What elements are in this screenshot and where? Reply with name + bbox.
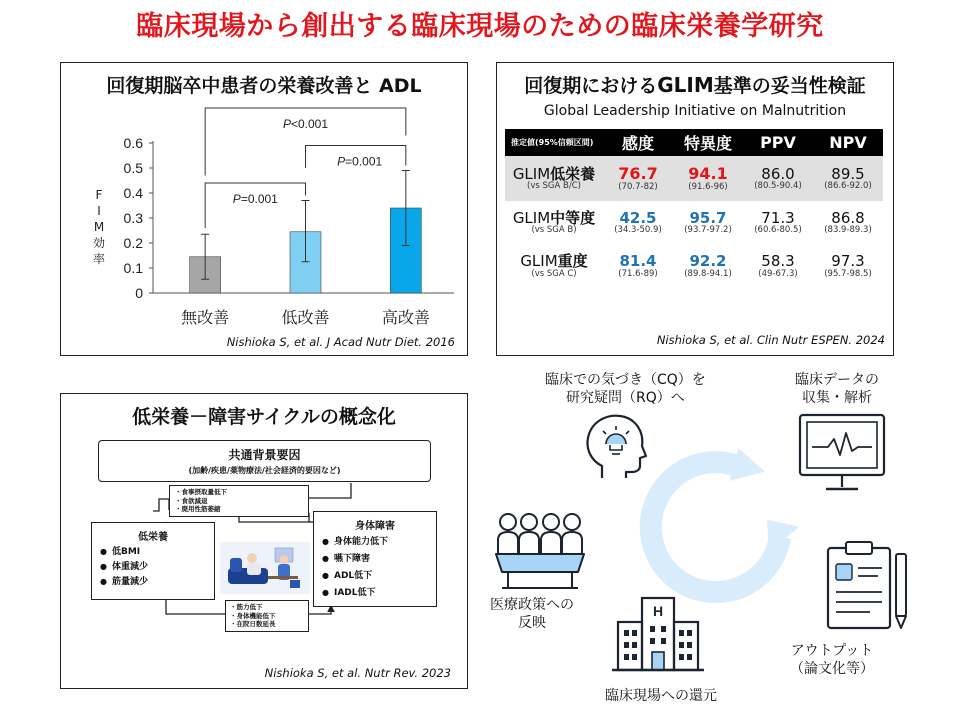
glim-title-prefix: 回復期における: [524, 75, 658, 97]
row-label: GLIM低栄養 (vs SGA B/C): [505, 156, 603, 201]
table-cell: 86.8 (83.9-89.3): [824, 208, 872, 236]
glim-table-header: [505, 129, 883, 156]
disability-item: ● 身体能力低下: [322, 538, 428, 547]
glim-title-suffix: 基準の妥当性検証: [713, 75, 866, 97]
y-tick-label: 0.2: [123, 235, 143, 251]
physical-disability-box: [313, 511, 437, 607]
table-cell: 81.4 (71.6-89): [618, 252, 658, 279]
header-specificity: 特異度: [673, 129, 743, 156]
disability-item: ● IADL低下: [322, 589, 428, 598]
malnutrition-item: ● 体重減少: [100, 563, 206, 572]
y-tick-label: 0.3: [123, 210, 143, 226]
y-axis-label-char: F: [95, 188, 103, 202]
monitor-ecg-icon: [796, 411, 888, 495]
label-clinical-feedback: 臨床現場への還元: [605, 688, 717, 704]
intake-item: ・ 廃用性筋萎縮: [175, 505, 303, 514]
glim-citation: Nishioka S, et al. Clin Nutr ESPEN. 2024: [656, 333, 885, 347]
glim-subtitle: Global Leadership Initiative on Malnutrition: [543, 103, 847, 119]
caregiver-illustration: [220, 542, 310, 594]
table-row: [505, 201, 883, 244]
fim-efficiency-bar-chart: [61, 101, 466, 351]
clipboard-pen-icon: [820, 540, 912, 636]
malnutrition-panel-title: 低栄養－障害サイクルの概念化: [132, 406, 396, 428]
header-npv: NPV: [813, 129, 883, 156]
table-cell: 76.7 (70.7-82): [603, 156, 673, 201]
disability-item: ● ADL低下: [322, 572, 428, 581]
label-policy: 医療政策への 反映: [490, 597, 574, 631]
y-tick-label: 0: [135, 285, 143, 301]
table-cell: 94.1 (91.6-96): [673, 156, 743, 201]
y-axis-label-char: M: [93, 220, 105, 234]
y-tick-label: 0.5: [123, 160, 143, 176]
label-data-analysis: 臨床データの 収集・解析: [795, 372, 879, 406]
row-label: GLIM中等度 (vs SGA B): [512, 208, 596, 236]
significance-label: P<0.001: [282, 117, 329, 131]
cycle-arrow-icon: [630, 445, 800, 615]
label-clinical-question: 臨床での気づき（CQ）を 研究疑問（RQ）へ: [545, 372, 706, 406]
head-idea-icon: [582, 412, 648, 484]
label-output: アウトプット （論文化等）: [790, 643, 874, 677]
y-axis-label-char: I: [97, 204, 101, 218]
x-category-label: 低改善: [281, 308, 330, 327]
disability-item: ● 嚥下障害: [322, 555, 428, 564]
intake-item: ・ 食欲減退: [175, 497, 303, 506]
table-cell: 86.0 (80.5-90.4): [743, 156, 813, 201]
malnutrition-item: ● 低BMI: [100, 548, 206, 557]
y-axis-label-char: 率: [92, 252, 106, 266]
table-cell: 97.3 (95.7-98.5): [824, 252, 872, 279]
significance-label: P=0.001: [232, 192, 278, 206]
audience-icon: [494, 510, 586, 594]
table-row: [505, 245, 883, 288]
nutrition-adl-chart-panel: [60, 62, 468, 356]
decline-item: ・ 筋力低下: [230, 603, 304, 612]
hospital-icon: [612, 592, 704, 674]
header-ppv: PPV: [743, 129, 813, 156]
significance-label: P=0.001: [337, 154, 383, 169]
y-tick-label: 0.1: [123, 260, 143, 276]
chart-citation: Nishioka S, et al. J Acad Nutr Diet. 2016: [226, 335, 455, 349]
malnutrition-box: [91, 522, 215, 600]
intake-item: ・ 食事摂取量低下: [175, 488, 303, 497]
disability-box-title: 身体障害: [355, 521, 395, 532]
x-category-label: 高改善: [381, 308, 430, 327]
y-tick-label: 0.6: [123, 135, 143, 151]
common-factors-sub: (加齢/疾患/薬物療法/社会経済的要因など): [188, 466, 341, 475]
svg-text:H: H: [652, 603, 664, 619]
x-category-label: 無改善: [181, 308, 230, 327]
row-label: GLIM重度 (vs SGA C): [520, 252, 588, 279]
glim-table: [505, 129, 883, 288]
malnutrition-citation: Nishioka S, et al. Nutr Rev. 2023: [264, 666, 451, 680]
decline-item: ・ 在院日数延長: [230, 620, 304, 629]
table-cell: 58.3 (49-67.3): [758, 252, 798, 279]
y-axis-label-char: 効: [92, 236, 106, 250]
decline-item: ・ 身体機能低下: [230, 612, 304, 621]
table-cell: 42.5 (34.3-50.9): [614, 208, 662, 236]
header-sensitivity: 感度: [603, 129, 673, 156]
table-row: [505, 156, 883, 201]
table-cell: 89.5 (86.6-92.0): [813, 156, 883, 201]
malnutrition-item: ● 筋量減少: [100, 578, 206, 587]
common-factors-box: [98, 440, 431, 482]
glim-validation-panel: [496, 62, 894, 356]
table-cell: 71.3 (60.6-80.5): [754, 208, 802, 236]
intake-factors-box: [169, 485, 309, 517]
glim-panel-title: [497, 71, 893, 98]
y-tick-label: 0.4: [123, 185, 143, 201]
glim-title-bold: GLIM: [657, 73, 714, 97]
table-cell: 92.2 (89.8-94.1): [684, 252, 732, 279]
malnutrition-box-title: 低栄養: [138, 532, 168, 543]
main-title: 臨床現場から創出する臨床現場のための臨床栄養学研究: [136, 11, 824, 42]
common-factors-title: 共通背景要因: [228, 448, 301, 462]
chart-panel-title: 回復期脳卒中患者の栄養改善と ADL: [106, 75, 422, 97]
header-estimate: 推定値(95%信頼区間): [505, 129, 603, 156]
malnutrition-disability-panel: [60, 393, 468, 689]
function-decline-box: [225, 600, 309, 632]
table-cell: 95.7 (93.7-97.2): [684, 208, 732, 236]
